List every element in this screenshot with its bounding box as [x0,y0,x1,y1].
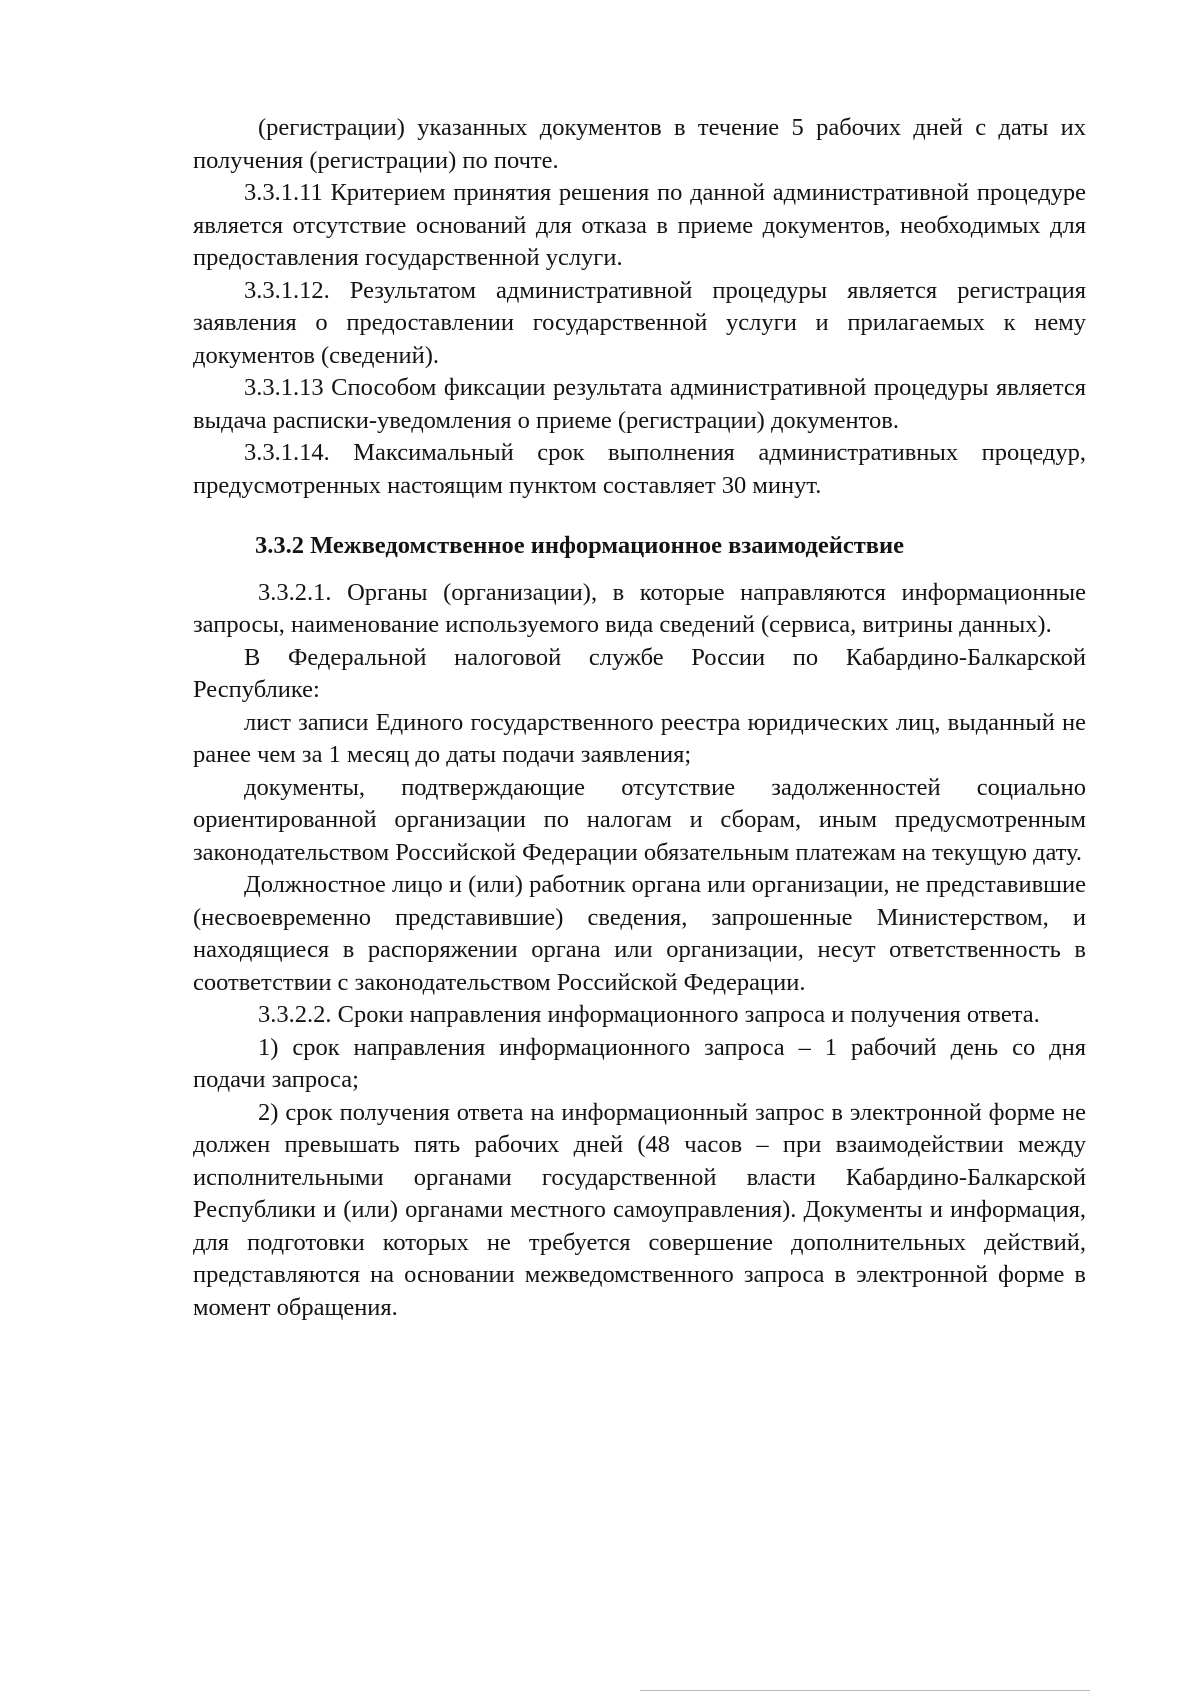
paragraph-registration-deadline: (регистрации) указанных документов в течение 5 рабочих дней с даты их получения (регистрации) по почте. [193,114,1086,174]
list-item-request-deadline: 1) срок направления информационного запроса – 1 рабочий день со дня подачи запроса; [193,1033,1086,1093]
paragraph-egrul-record: лист записи Единого государственного реестра юридических лиц, выданный не ранее чем за 1 месяц до даты подачи заявления; [193,708,1086,768]
paragraph-3-3-1-11: 3.3.1.11 Критерием принятия решения по данной административной процедуре является отсутствие оснований для отказа в приеме документов, необходимых для предоставления государственной услуги. [193,179,1086,271]
paragraph-3-3-1-13: 3.3.1.13 Способом фиксации результата административной процедуры является выдача расписки-уведомления о приеме (регистрации) документов. [193,374,1086,434]
list-item-response-deadline: 2) срок получения ответа на информационный запрос в электронной форме не должен превышать пять рабочих дней (48 часов – при взаимодействии между исполнительными органами государственной власти Кабардино-Балкарской Республики и (или) органами местного самоуправления). Документы и информация, для подготовки которых не требуется совершение дополнительных действий, представляются на основании межведомственного запроса в электронной форме в момент обращения. [193,1098,1086,1321]
paragraph-3-3-2-2: 3.3.2.2. Сроки направления информационного запроса и получения ответа. [258,1001,1040,1028]
paragraph-3-3-2-1: 3.3.2.1. Органы (организации), в которые направляются информационные запросы, наименование используемого вида сведений (сервиса, витрины данных). [193,578,1086,638]
document-body [193,112,1086,1324]
section-heading: 3.3.2 Межведомственное информационное взаимодействие [255,532,904,559]
paragraph-3-3-1-14: 3.3.1.14. Максимальный срок выполнения административных процедур, предусмотренных настоящим пунктом составляет 30 минут. [193,439,1086,499]
bottom-divider [640,1690,1090,1691]
paragraph-3-3-1-12: 3.3.1.12. Результатом административной процедуры является регистрация заявления о предоставлении государственной услуги и прилагаемых к нему документов (сведений). [193,276,1086,369]
paragraph-tax-debt-documents: документы, подтверждающие отсутствие задолженностей социально ориентированной организации по налогам и сборам, иным предусмотренным законодательством Российской Федерации обязательным платежам на текущую дату. [193,773,1086,866]
paragraph-official-responsibility: Должностное лицо и (или) работник органа или организации, не представившие (несвоевременно представившие) сведения, запрошенные Министерством, и находящиеся в распоряжении органа или организации, несут ответственность в соответствии с законодательством Российской Федерации. [193,871,1086,996]
paragraph-fns-kbr: В Федеральной налоговой службе России по Кабардино-Балкарской Республике: [193,643,1086,703]
